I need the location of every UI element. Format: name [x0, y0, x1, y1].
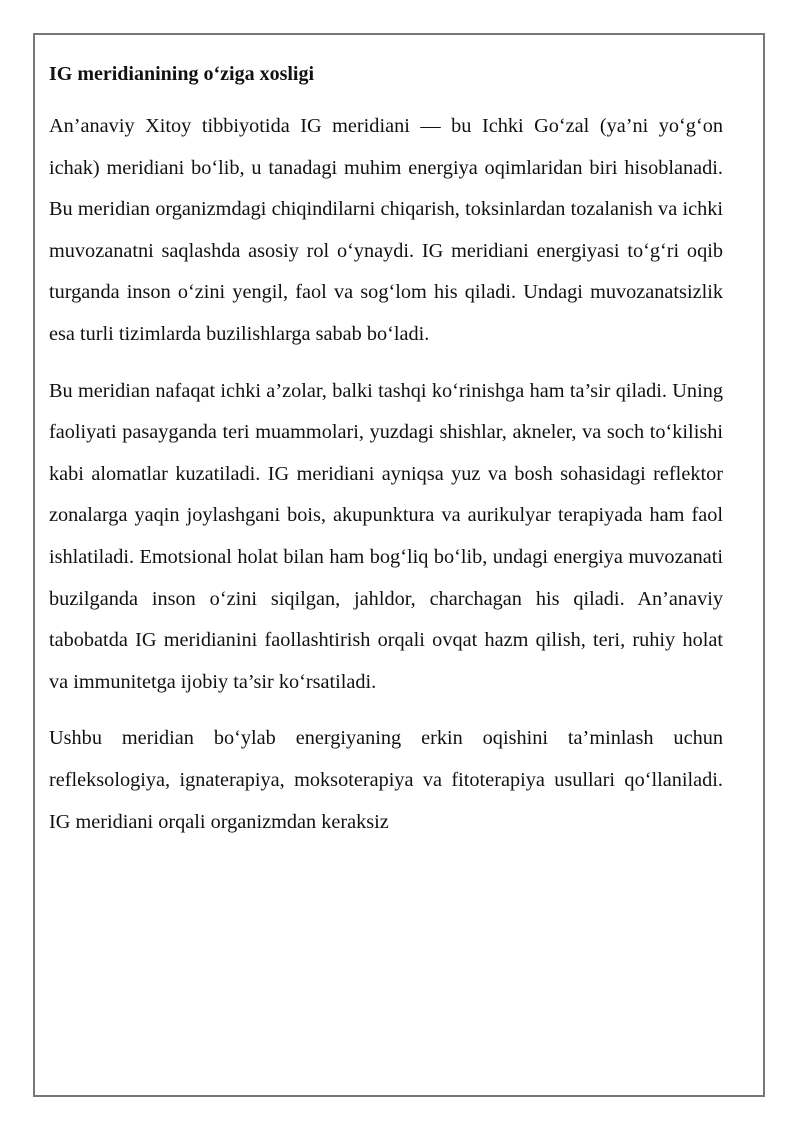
document-page: [33, 33, 765, 1097]
paragraph-2: Bu meridian nafaqat ichki a’zolar, balki tashqi ko‘rinishga ham ta’sir qiladi. Uning faoliyati pasayganda teri muammolari, yuzdagi shishlar, akneler, va soch to‘kilishi kabi alomatlar kuzatiladi. IG meridiani ayniqsa yuz va bosh sohasidagi reflektor zonalarga yaqin joylashgani bois, akupunktura va aurikulyar terapiyada ham faol ishlatiladi. Emotsional holat bilan ham bog‘liq bo‘lib, undagi energiya muvozanati buzilganda inson o‘zini siqilgan, jahldor, charchagan his qiladi. An’anaviy tabobatda IG meridianini faollashtirish orqali ovqat hazm qilish, teri, ruhiy holat va immunitetga ijobiy ta’sir ko‘rsatiladi.: [49, 379, 723, 693]
paragraph-1: An’anaviy Xitoy tibbiyotida IG meridiani — bu Ichki Go‘zal (ya’ni yo‘g‘on ichak) meridiani bo‘lib, u tanadagi muhim energiya oqimlaridan biri hisoblanadi. Bu meridian organizmdagi chiqindilarni chiqarish, toksinlardan tozalanish va ichki muvozanatni saqlashda asosiy rol o‘ynaydi. IG meridiani energiyasi to‘g‘ri oqib turganda inson o‘zini yengil, faol va sog‘lom his qiladi. Undagi muvozanatsizlik esa turli tizimlarda buzilishlarga sabab bo‘ladi.: [49, 115, 723, 345]
document-body: [49, 59, 723, 858]
document-title: IG meridianining o‘ziga xosligi: [49, 63, 315, 85]
paragraph-3: Ushbu meridian bo‘ylab energiyaning erkin oqishini ta’minlash uchun refleksologiya, ignaterapiya, moksoterapiya va fitoterapiya usullari qo‘llaniladi. IG meridiani orqali organizmdan keraksiz: [49, 727, 723, 833]
